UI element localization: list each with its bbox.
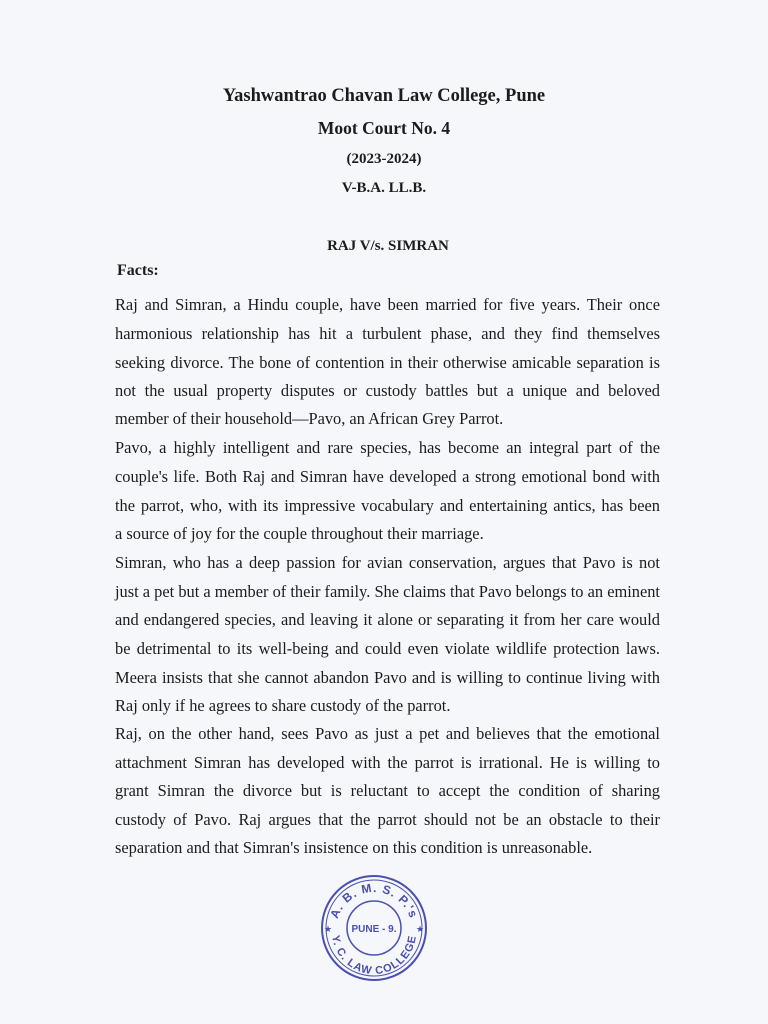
star-icon: ★: [415, 924, 425, 934]
facts-line: grant Simran the divorce but is reluctant to accept the condition of sharing: [115, 781, 660, 800]
stamp-center-text: PUNE - 9.: [351, 924, 397, 935]
facts-line: couple's life. Both Raj and Simran have developed a strong emotional bond with: [115, 467, 660, 486]
facts-heading: Facts:: [117, 262, 159, 279]
college-seal-stamp: [318, 872, 430, 984]
facts-line: Raj, on the other hand, sees Pavo as just a pet and believes that the emotional: [115, 724, 660, 743]
star-icon: ★: [323, 924, 333, 934]
facts-line: attachment Simran has developed with the parrot is irrational. He is willing to: [115, 753, 660, 772]
facts-line: just a pet but a member of their family. She claims that Pavo belongs to an eminent: [115, 582, 660, 601]
class-name: V-B.A. LL.B.: [341, 180, 427, 196]
facts-line: the parrot, who, with its impressive vocabulary and entertaining antics, has been: [115, 496, 660, 515]
facts-line: a source of joy for the couple throughout their marriage.: [115, 524, 484, 543]
facts-line: Meera insists that she cannot abandon Pavo and is willing to continue living with: [115, 668, 660, 687]
case-title: RAJ V/s. SIMRAN: [327, 238, 449, 254]
academic-year: (2023-2024): [346, 151, 422, 167]
facts-line: separation and that Simran's insistence on this condition is unreasonable.: [115, 838, 593, 857]
facts-line: Raj only if he agrees to share custody of the parrot.: [115, 696, 451, 715]
college-name: Yashwantrao Chavan Law College, Pune: [222, 86, 546, 106]
facts-line: Raj and Simran, a Hindu couple, have been married for five years. Their once: [115, 295, 660, 314]
facts-line: member of their household—Pavo, an African Grey Parrot.: [115, 409, 504, 428]
facts-line: Simran, who has a deep passion for avian conservation, argues that Pavo is not: [115, 553, 660, 572]
facts-line: harmonious relationship has hit a turbulent phase, and they find themselves: [115, 324, 660, 343]
facts-line: Pavo, a highly intelligent and rare species, has become an integral part of the: [115, 438, 660, 457]
facts-line: custody of Pavo. Raj argues that the parrot should not be an obstacle to their: [115, 810, 660, 829]
facts-line: and endangered species, and leaving it alone or separating it from her care would: [115, 610, 660, 629]
facts-line: not the usual property disputes or custody battles but a unique and beloved: [115, 381, 660, 400]
stamp-bottom-text: Y. C. LAW COLLEGE: [329, 934, 419, 978]
facts-line: seeking divorce. The bone of contention in their otherwise amicable separation is: [115, 353, 660, 372]
stamp-top-text: A. B. M. S. P.'s: [327, 880, 421, 921]
moot-court-number: Moot Court No. 4: [317, 118, 451, 138]
facts-line: be detrimental to its well-being and could even violate wildlife protection laws.: [115, 639, 660, 658]
